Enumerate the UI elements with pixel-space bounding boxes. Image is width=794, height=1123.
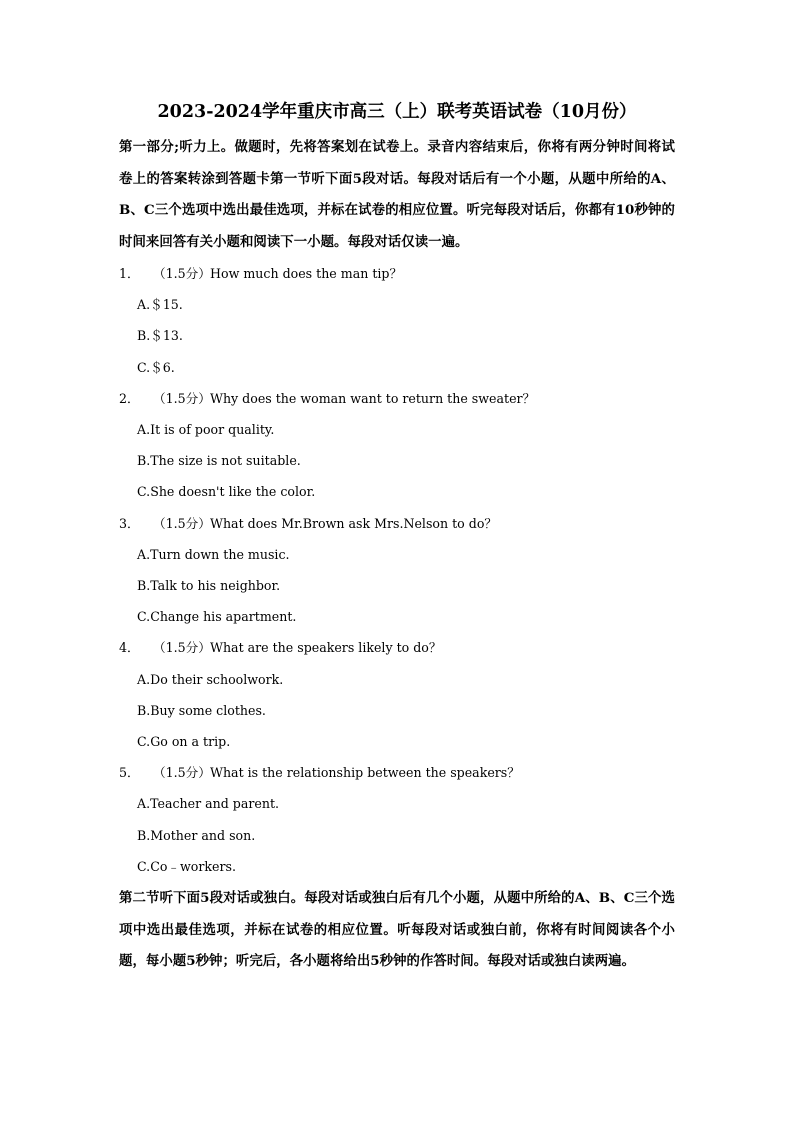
question-1 xyxy=(119,258,675,383)
question-list xyxy=(119,258,675,882)
question-score: （1.5分） xyxy=(153,765,211,781)
option-a: A.＄15. xyxy=(137,297,183,313)
question-text: What are the speakers likely to do？ xyxy=(210,640,442,656)
question-number: 1． xyxy=(119,266,140,281)
question-text: How much does the man tip？ xyxy=(210,266,403,281)
question-stem xyxy=(119,258,675,289)
option-c: C.Co﹣workers. xyxy=(137,858,236,874)
question-text: What is the relationship between the speakers？ xyxy=(210,765,520,781)
question-stem xyxy=(119,632,675,663)
option-c: C.＄6. xyxy=(137,359,175,375)
option-b: B.Buy some clothes. xyxy=(137,702,266,718)
part2-instructions: 第二节听下面5段对话或独白。每段对话或独白后有几个小题，从题中所给的A、B、C三个选项中选出最佳选项，并标在试卷的相应位置。听每段对话或独白前，你将有时间阅读各个小题，每小题5秒钟；听完后，各小题将给出5秒钟的作答时间。每段对话或独白读两遍。 xyxy=(119,890,675,970)
option-b: B.＄13. xyxy=(137,328,183,344)
question-3 xyxy=(119,508,675,633)
question-2 xyxy=(119,383,675,508)
question-5 xyxy=(119,757,675,882)
question-4 xyxy=(119,632,675,757)
question-score: （1.5分） xyxy=(153,266,211,281)
question-score: （1.5分） xyxy=(153,640,211,656)
question-text: What does Mr.Brown ask Mrs.Nelson to do？ xyxy=(210,515,498,531)
exam-title: 2023-2024学年重庆市高三（上）联考英语试卷（10月份） xyxy=(157,102,637,122)
question-number: 5． xyxy=(119,765,140,781)
option-b: B.Mother and son. xyxy=(137,827,256,843)
exam-page xyxy=(119,100,675,978)
option-b: B.The size is not suitable. xyxy=(137,453,301,469)
question-stem xyxy=(119,383,675,414)
question-number: 2． xyxy=(119,390,140,406)
question-number: 4． xyxy=(119,640,140,656)
option-a: A.It is of poor quality. xyxy=(137,422,275,438)
question-score: （1.5分） xyxy=(153,515,211,531)
option-a: A.Do their schoolwork. xyxy=(137,671,284,687)
option-a: A.Turn down the music. xyxy=(137,546,290,562)
option-c: C.She doesn't like the color. xyxy=(137,484,316,500)
part1-instructions: 第一部分;听力上。做题时，先将答案划在试卷上。录音内容结束后，你将有两分钟时间将试卷上的答案转涂到答题卡第一节听下面5段对话。每段对话后有一个小题，从题中所给的A、B、C三个选项中选出最佳选项，并标在试卷的相应位置。听完每段对话后，你都有10秒钟的时间来回答有关小题和阅读下一小题。每段对话仅读一遍。 xyxy=(119,139,675,250)
question-score: （1.5分） xyxy=(153,390,211,406)
option-c: C.Go on a trip. xyxy=(137,734,231,750)
question-stem xyxy=(119,757,675,788)
question-number: 3． xyxy=(119,515,140,531)
option-a: A.Teacher and parent. xyxy=(137,796,280,812)
option-b: B.Talk to his neighbor. xyxy=(137,578,281,594)
option-c: C.Change his apartment. xyxy=(137,609,297,625)
question-stem xyxy=(119,508,675,539)
question-text: Why does the woman want to return the sweater？ xyxy=(210,390,536,406)
